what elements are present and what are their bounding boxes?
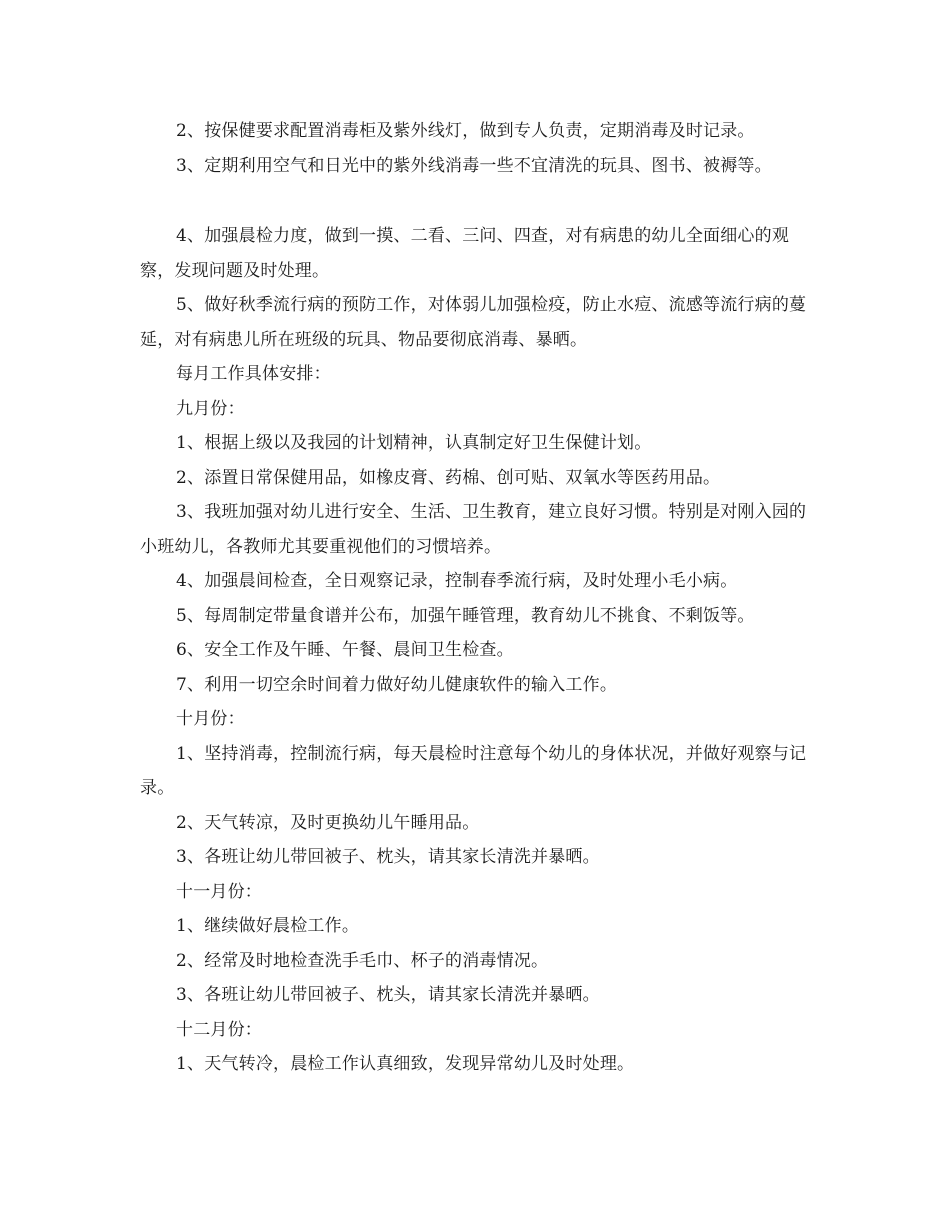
paragraph-morning-check: 4、加强晨检力度，做到一摸、二看、三问、四查，对有病患的幼儿全面细心的观察，发现问题及时处理。 xyxy=(140,226,790,281)
paragraph-gap xyxy=(140,183,820,219)
list-item: 1、继续做好晨检工作。 xyxy=(176,916,360,936)
list-item: 1、坚持消毒，控制流行病，每天晨检时注意每个幼儿的身体状况，并做好观察与记录。 xyxy=(140,743,807,798)
list-item: 3、各班让幼儿带回被子、枕头，请其家长清洗并暴晒。 xyxy=(176,847,600,867)
heading-september: 九月份： xyxy=(176,398,245,419)
list-item: 1、根据上级以及我园的计划精神，认真制定好卫生保健计划。 xyxy=(176,433,652,453)
list-item: 3、各班让幼儿带回被子、枕头，请其家长清洗并暴晒。 xyxy=(176,985,600,1005)
list-item: 2、天气转凉，及时更换幼儿午睡用品。 xyxy=(176,812,480,833)
heading-november: 十一月份： xyxy=(176,881,262,902)
list-item: 6、安全工作及午睡、午餐、晨间卫生检查。 xyxy=(176,640,514,660)
heading-monthly-plan: 每月工作具体安排： xyxy=(176,364,331,384)
heading-december: 十二月份： xyxy=(176,1019,262,1040)
list-item: 5、每周制定带量食谱并公布，加强午睡管理，教育幼儿不挑食、不剩饭等。 xyxy=(176,605,755,626)
list-item: 1、天气转冷，晨检工作认真细致，发现异常幼儿及时处理。 xyxy=(176,1054,635,1074)
list-item: 3、我班加强对幼儿进行安全、生活、卫生教育，建立良好习惯。特别是对刚入园的小班幼儿，各教师尤其要重视他们的习惯培养。 xyxy=(140,502,807,557)
paragraph-uv-disinfection: 3、定期利用空气和日光中的紫外线消毒一些不宜清洗的玩具、图书、被褥等。 xyxy=(176,155,772,176)
heading-october: 十月份： xyxy=(176,709,245,729)
list-item: 4、加强晨间检查，全日观察记录，控制春季流行病，及时处理小毛小病。 xyxy=(176,571,738,591)
list-item: 7、利用一切空余时间着力做好幼儿健康软件的输入工作。 xyxy=(176,674,618,695)
list-item: 2、经常及时地检查洗手毛巾、杯子的消毒情况。 xyxy=(176,950,549,971)
list-item: 2、添置日常保健用品，如橡皮膏、药棉、创可贴、双氧水等医药用品。 xyxy=(176,467,721,488)
document-body xyxy=(140,114,820,1082)
paragraph-disinfection-cabinet: 2、按保健要求配置消毒柜及紫外线灯，做到专人负责，定期消毒及时记录。 xyxy=(176,121,755,141)
paragraph-autumn-epidemic: 5、做好秋季流行病的预防工作，对体弱儿加强检疫，防止水痘、流感等流行病的蔓延，对有病患儿所在班级的玩具、物品要彻底消毒、暴晒。 xyxy=(140,295,807,350)
